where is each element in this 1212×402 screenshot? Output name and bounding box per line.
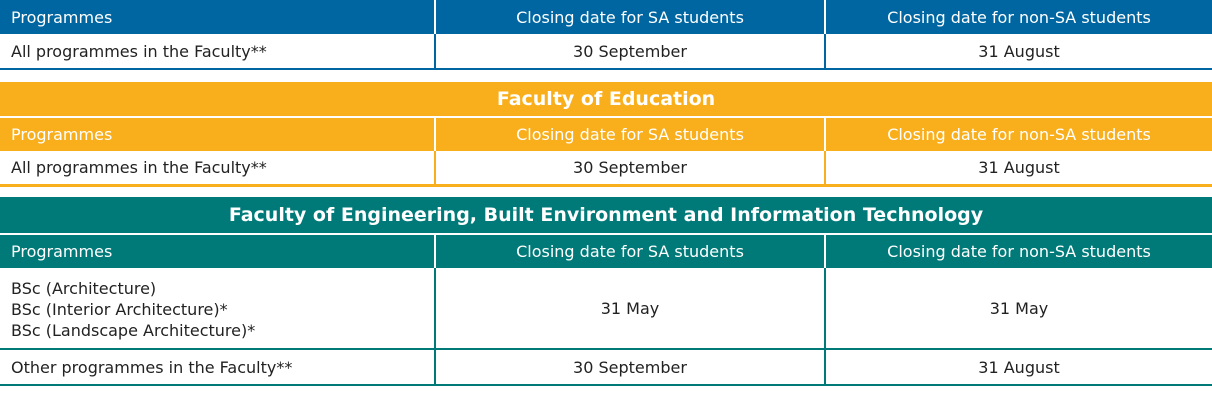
table-blue bbox=[0, 0, 1212, 70]
header-non-sa-closing: Closing date for non-SA students bbox=[825, 0, 1212, 34]
table-row bbox=[0, 268, 1212, 349]
header-programmes: Programmes bbox=[0, 234, 435, 268]
header-sa-closing: Closing date for SA students bbox=[435, 117, 825, 151]
sa-date-cell: 31 May bbox=[435, 268, 825, 349]
table-header-row bbox=[0, 234, 1212, 268]
faculty-title-row bbox=[0, 82, 1212, 117]
programme-cell bbox=[0, 268, 435, 349]
header-sa-closing: Closing date for SA students bbox=[435, 0, 825, 34]
sa-date-cell: 30 September bbox=[435, 151, 825, 186]
sa-date-cell: 30 September bbox=[435, 349, 825, 385]
table-row bbox=[0, 34, 1212, 69]
header-non-sa-closing: Closing date for non-SA students bbox=[825, 117, 1212, 151]
programme-cell: All programmes in the Faculty** bbox=[0, 34, 435, 69]
programme-cell: All programmes in the Faculty** bbox=[0, 151, 435, 186]
non-sa-date-cell: 31 August bbox=[825, 349, 1212, 385]
non-sa-date-cell: 31 May bbox=[825, 268, 1212, 349]
table-faculty-engineering bbox=[0, 197, 1212, 386]
programme-line: BSc (Interior Architecture)* bbox=[11, 299, 228, 319]
table-faculty-education bbox=[0, 82, 1212, 187]
programme-cell: Other programmes in the Faculty** bbox=[0, 349, 435, 385]
programme-line: BSc (Architecture) bbox=[11, 278, 157, 298]
header-non-sa-closing: Closing date for non-SA students bbox=[825, 234, 1212, 268]
non-sa-date-cell: 31 August bbox=[825, 151, 1212, 186]
faculty-title: Faculty of Engineering, Built Environment and Information Technology bbox=[0, 197, 1212, 234]
closing-dates-table bbox=[0, 82, 1212, 187]
table-header-row bbox=[0, 0, 1212, 34]
header-programmes: Programmes bbox=[0, 0, 435, 34]
table-row bbox=[0, 151, 1212, 186]
closing-dates-table bbox=[0, 197, 1212, 386]
faculty-title-row bbox=[0, 197, 1212, 234]
closing-dates-table bbox=[0, 0, 1212, 70]
header-programmes: Programmes bbox=[0, 117, 435, 151]
faculty-title: Faculty of Education bbox=[0, 82, 1212, 117]
sa-date-cell: 30 September bbox=[435, 34, 825, 69]
table-header-row bbox=[0, 117, 1212, 151]
table-row bbox=[0, 349, 1212, 385]
programme-line: BSc (Landscape Architecture)* bbox=[11, 320, 256, 340]
non-sa-date-cell: 31 August bbox=[825, 34, 1212, 69]
header-sa-closing: Closing date for SA students bbox=[435, 234, 825, 268]
